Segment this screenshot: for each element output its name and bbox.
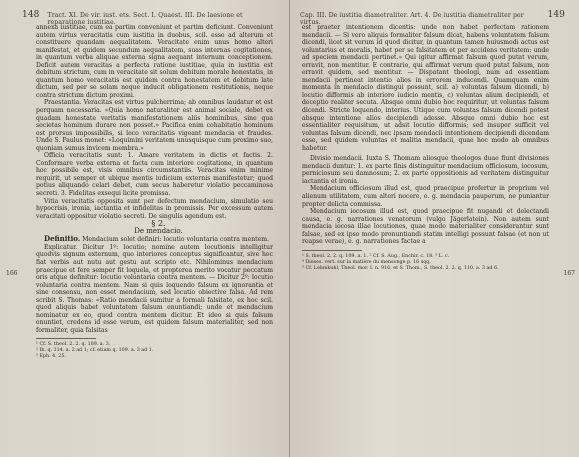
body-paragraph: Mendacium iocosum illud est, quod praecipue fit nugandi et delectandi causa, e. g. narrationes venatorum (vulgo Jägerlatein). Non autem sunt mendacia iocosa illae locutiones, quae modo materialiter considerantur sunt falsae, sed ex ipso modo pronuntiandi statim intelligi possunt falsae (et non ut reapse verae), e. g. narrationes factae a bbox=[302, 208, 549, 246]
margin-number-right: 167 bbox=[563, 270, 575, 277]
right-text-column bbox=[302, 24, 549, 272]
footnote: ⁴ Dieses. vert. sur la matière du mensonge p. 16 sqq. bbox=[302, 259, 431, 265]
footnote-rule bbox=[302, 250, 362, 251]
body-paragraph: Vitia veracitatis opposita sunt per defectum mendacium, simulatio seu hypocrisis, ironia, iactantia et infidelitas in promissis. Per excessum autem veracitati oppositur violatio secreti. De singulis agendum est. bbox=[36, 197, 273, 220]
footnote: ¹ Cf. S. theol. 2. 2. q. 109. a. 3. bbox=[36, 342, 111, 348]
running-head-text-right: Cap. III. De iustitia diametraliter. Art. 4. De iustitia diametraliter per virtus. bbox=[300, 12, 524, 26]
body-paragraph: Mendacium officiosum illud est, quod praecipue profertur in proprium vel alienum utilitatem, cum alteri nocere, e. g. mendacia pauperum, ne puniantur propter delicta commissa. bbox=[302, 185, 549, 208]
left-page bbox=[0, 0, 289, 457]
footnote: ³ Eph. 4, 25. bbox=[36, 354, 66, 360]
definition-paragraph bbox=[36, 235, 273, 244]
definition-text: Mendacium solet definiri: locutio voluntaria contra mentem. bbox=[82, 236, 269, 244]
page-number-right: 149 bbox=[547, 10, 565, 20]
footnote-rule bbox=[36, 338, 96, 339]
margin-number-left: 166 bbox=[6, 270, 18, 277]
footnotes-right bbox=[302, 254, 549, 272]
left-text-column bbox=[36, 24, 273, 360]
body-paragraph: annexa iustitiae, cum ea partim conveniunt et partim deficiunt. Conveniunt autem virtus veracitatis cum iustitia in duobus, scil. esse ad alterum et constituere quandam aequalitatem. Veracitate enim unus homo alteri manifestat, et quidem secundum aequalitatem, suas internas cogitationes, in quantum verba aliquae externa signa aequant internum conceptionem. Deficit autem veracitas a perfecta ratione iustitiae, quia in iustitia est debitum strictum, cum in veracitate sit solum debitum morale honestatis, in quantum homo veracitatis est quidem contra honestatem et debitum late dictum, sed per se solam neque inducit obligationem restitutionis, neque contra strictum dictum proximi. bbox=[36, 24, 273, 99]
footnote: ² Ib. q. 114. a. 2 ad 1; cf. etiam q. 109. a. 3 ad 1. bbox=[36, 348, 154, 354]
body-paragraph: Officia veracitatis sunt: 1. Amare veritatem in dictis et factis. 2. Conformare verba externa et facta cum interiore cogitatione, in quantum hoc possibile est, visis omnibus circumstantiis. Veracitas enim minime requirit, ut semper et ubique mentis iudicium externis manifestetur; quod potius aliquando celari debet, cum secus haberetur violatio peccaminosa secreti. 3. Fidelitas exsequi licite promissa. bbox=[36, 152, 273, 198]
body-paragraph: Divisio mendacii. Iuxta S. Thomam aliosque theologos duae fiunt divisiones mendacii duntur: 1. ex parte finis distinguitur mendacium officiosum, iocosum, perniciosum seu damnosum; 2. ex parte oppositionis ad veritatem distinguitur iactantia et ironia. bbox=[302, 155, 549, 185]
footnotes-left bbox=[36, 342, 273, 360]
explication-paragraph: Explicatur. Dicitur 1º: locutio; nomine autem locutionis intelligitur quodvis signum externum, quo interiores conceptus significantur, sive hoc fiat verbis aut nutu aut gestu aut scripto etc. Nihilominus mendacium praecipue et fere semper fit loquela, et propterea merito vocatur peccatum oris atque definitur: locutio voluntaria contra mentem. — Dicitur 2º: locutio voluntaria contra mentem. Nam si quis loquendo falsum ex ignorantia et sine consensu, non esset mendacium, sed locutio obiective falsa. Ad rem scribit S. Thomas: «Ratio mendacii sumitur a formali falsitate, ex hoc scil. quod aliquis habet voluntatem falsum enuntiandi; unde et mendacium nominatur ex eo, quod contra mentem dicitur. Et ideo si quis falsum enuntiet, credens id esse verum, est quidem falsum materialiter, sed non formaliter, quia falsitas bbox=[36, 243, 273, 334]
right-page bbox=[290, 0, 579, 457]
footnote: ⁵ Cf. Lehmkuhl, Theol. mor. I. n. 916, et S. Thom., S. theol. 2. 2. q. 110. a. 3 ad 6. bbox=[302, 265, 499, 271]
body-paragraph: est praeter intentionem dicentis: unde non habet perfectam rationem mendacii. — Si vero aliquis formaliter falsum dicat, habens voluntatem falsum dicendi, licet sit verum id quod dicitur, in quantum tamen huiusmodi actus est voluntarius et moralis, habet per se falsitatem et per accidens veritatem: unde ad speciem mendacii pertinet.» Qui igitur affirmat falsum quod putat verum, erravit, non mentitur. E contrario, qui affirmat verum quod putat falsum, non erravit quidem, sed mentitur. — Dispatant theologi, num ad essentiam mendacii pertineat intentio alios in errorem inducendi. Quamquam enim momenta in mendacio distingui possunt, scil. a) voluntas falsum dicendi, b) locutio difformis ab interiore iudicio mentis, c) voluntas alium decipiendi, et deceptio realiter secuta. Absque omni dubio hoc requiritur, ut voluntas falsum dicendi. Stricte loquendo, interius. Utique cum voluntas falsum dicendi potest absque intentione alios decipiendi adesse. Absque omni dubio hoc est essentialiter requisitum, ut adsit locutio difformis; sed insuper sufficit vel voluntas falsum dicendi, nec ipsam mendacii intentionem decipiendi dicendam esse, sed quidem voluntas et malitia mendacii, quae hoc modo ab omnibus habetur. bbox=[302, 24, 549, 152]
section-title: De mendacio. bbox=[134, 226, 183, 235]
running-head-text-left: Tract. XI. De vir. iust. ets. Sect. I. Quaest. III. De laesione et reparatione iustitiae. bbox=[47, 12, 243, 26]
definition-term: Definitio. bbox=[44, 234, 81, 244]
page-number-left: 148 bbox=[22, 10, 40, 20]
footnote: ¹ S. theol. 2. 2. q. 109. a. 1. ² Cf. S. Aug., Enchir. c. 18. ³ L. c. bbox=[302, 253, 450, 259]
section-number: § 2. bbox=[151, 219, 166, 229]
body-paragraph: Praestantia. Veracitas est virtus pulcherrima; ab omnibus laudatur et est perquam necessaria. «Quia homo naturaliter est animal sociale, debet ex quadam honestate veritatis manifestationem aliis hominibus, sine qua societas hominum durare non posset.» Pacifica enim cohabitatio hominum est prorsus impossibilis, si loco veracitatis vigeant mendacia et fraudes. Unde S. Paulus monet: «Loquimini veritatem unusquisque cum proximo suo, quoniam sumus invicem membra.» bbox=[36, 99, 273, 152]
